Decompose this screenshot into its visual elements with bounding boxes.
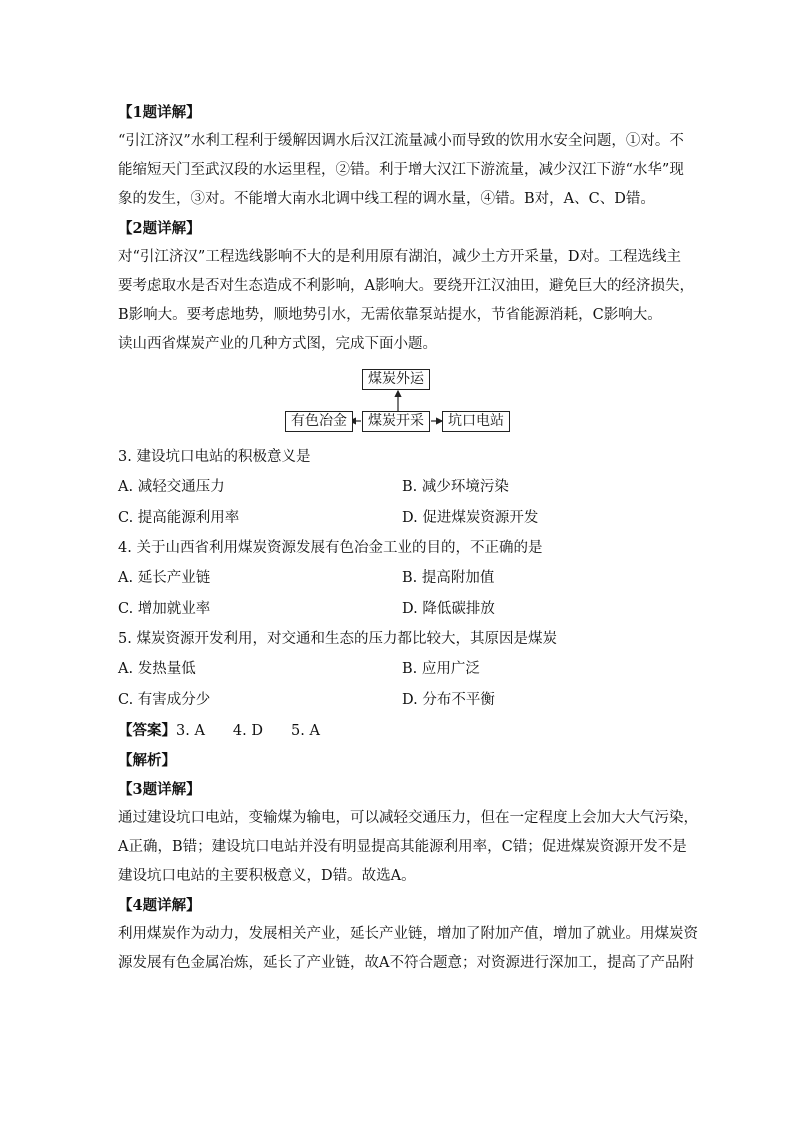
reading-intro: 读山西省煤炭产业的几种方式图，完成下面小题。 <box>118 336 437 352</box>
q3-detail-line: A正确，B错；建设坑口电站并没有明显提高其能源利用率，C错；促进煤炭资源开发不是 <box>118 839 687 855</box>
option-a: A. 发热量低 <box>118 661 196 677</box>
question-3-options-row-2 <box>118 503 680 534</box>
q3-detail-line: 建设坑口电站的主要积极意义，D错。故选A。 <box>118 868 416 884</box>
answer-label: 【答案】 <box>118 722 176 739</box>
option-c: C. 增加就业率 <box>118 601 211 617</box>
answer-item: 5. A <box>291 723 320 739</box>
q3-detail-heading: 【3题详解】 <box>118 781 201 798</box>
q1-detail-line: “引江济汉”水利工程利于缓解因调水后汉江流量减小而导致的饮用水安全问题，①对。不 <box>118 133 684 149</box>
option-b: B. 减少环境污染 <box>402 479 509 495</box>
analysis-label: 【解析】 <box>118 752 176 769</box>
option-a: A. 减轻交通压力 <box>118 479 225 495</box>
option-b: B. 提高附加值 <box>402 570 495 586</box>
option-d: D. 分布不平衡 <box>402 692 495 708</box>
question-4-stem: 4. 关于山西省利用煤炭资源发展有色冶金工业的目的，不正确的是 <box>118 540 543 556</box>
box-nonferrous-metallurgy: 有色冶金 <box>285 411 353 432</box>
box-coal-mining: 煤炭开采 <box>362 411 430 432</box>
answer-item: 4. D <box>232 723 263 739</box>
answer-item: 3. A <box>176 723 205 739</box>
q1-detail-line: 能缩短天门至武汉段的水运里程，②错。利于增大汉江下游流量，减少汉江下游“水华”现 <box>118 162 684 178</box>
box-coal-export: 煤炭外运 <box>362 369 430 390</box>
q2-detail-line: 要考虑取水是否对生态造成不利影响，A影响大。要绕开江汉油田，避免巨大的经济损失， <box>118 278 694 294</box>
question-3-stem: 3. 建设坑口电站的积极意义是 <box>118 449 311 465</box>
box-pithead-power-plant: 坑口电站 <box>442 411 510 432</box>
question-4-options-row-1 <box>118 563 680 594</box>
q2-detail-line: 对“引江济汉”工程选线影响不大的是利用原有湖泊，减少土方开采量，D对。工程选线主 <box>118 249 681 265</box>
option-d: D. 促进煤炭资源开发 <box>402 510 539 526</box>
answer-line <box>118 716 680 746</box>
option-d: D. 降低碳排放 <box>402 601 495 617</box>
question-5-options-row-1 <box>118 654 680 685</box>
q1-detail-line: 象的发生，③对。不能增大南水北调中线工程的调水量，④错。B对，A、C、D错。 <box>118 191 655 207</box>
q3-detail-line: 通过建设坑口电站，变输煤为输电，可以减轻交通压力，但在一定程度上会加大大气污染， <box>118 810 698 826</box>
question-4-options-row-2 <box>118 594 680 625</box>
q2-detail-heading: 【2题详解】 <box>118 220 201 237</box>
q2-detail-line: B影响大。要考虑地势，顺地势引水，无需依靠泵站提水，节省能源消耗，C影响大。 <box>118 307 662 323</box>
option-c: C. 有害成分少 <box>118 692 211 708</box>
q4-detail-heading: 【4题详解】 <box>118 897 201 914</box>
q4-detail-line: 利用煤炭作为动力，发展相关产业，延长产业链，增加了附加产值，增加了就业。用煤炭资 <box>118 926 698 942</box>
document-page <box>118 98 698 978</box>
question-5-stem: 5. 煤炭资源开发利用，对交通和生态的压力都比较大，其原因是煤炭 <box>118 631 557 647</box>
q1-detail-heading: 【1题详解】 <box>118 104 201 121</box>
option-a: A. 延长产业链 <box>118 570 211 586</box>
coal-industry-diagram <box>118 367 680 435</box>
question-3-options-row-1 <box>118 472 680 503</box>
option-b: B. 应用广泛 <box>402 661 480 677</box>
question-5-options-row-2 <box>118 685 680 716</box>
option-c: C. 提高能源利用率 <box>118 510 240 526</box>
q4-detail-line: 源发展有色金属冶炼，延长了产业链，故A不符合题意；对资源进行深加工，提高了产品附 <box>118 955 694 971</box>
